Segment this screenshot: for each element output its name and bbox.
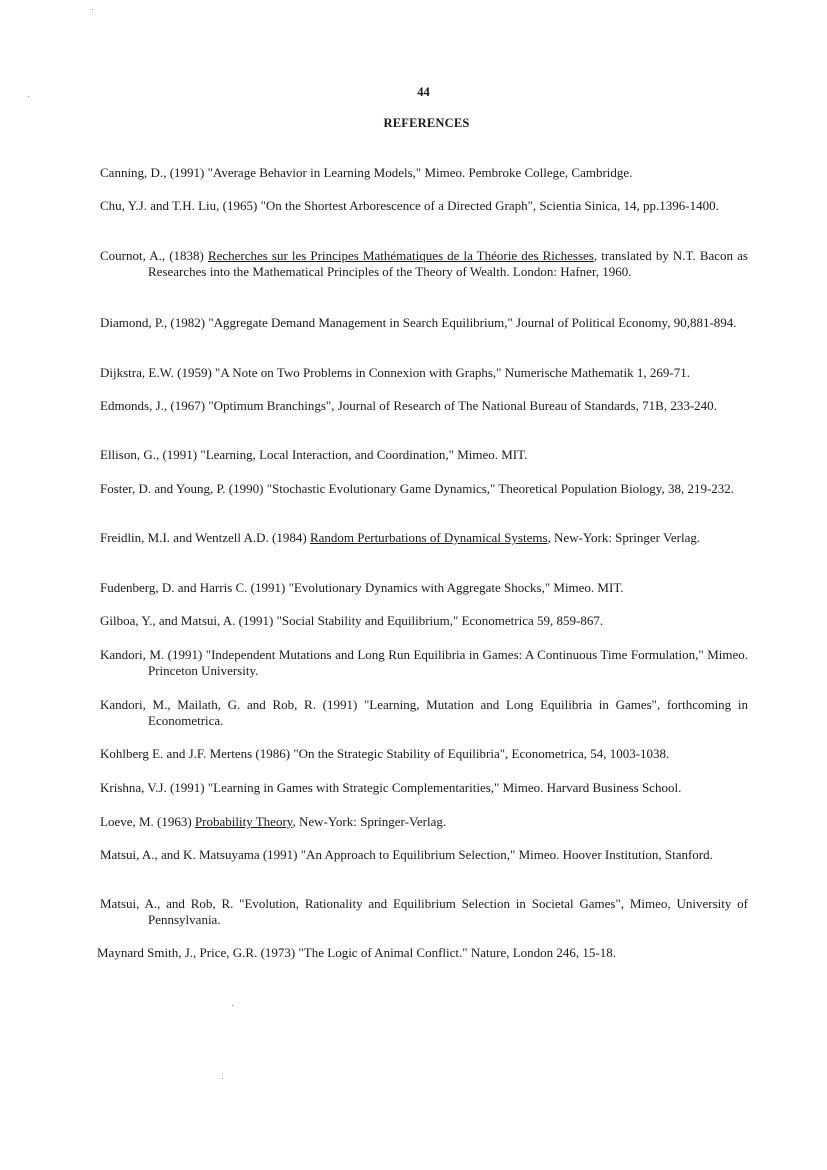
reference-text: Kandori, M. (1991) "Independent Mutations and Long Run Equilibria in Games: A Continuous Time Formulation," Mimeo. Princeton University. — [100, 647, 748, 678]
reference-text: Edmonds, J., (1967) "Optimum Branchings", Journal of Research of The National Bureau of Standards, 71B, 233-240. — [100, 398, 717, 413]
reference-entry — [97, 945, 745, 961]
page-number: 44 — [417, 85, 430, 99]
reference-entry — [100, 896, 748, 928]
reference-text: Gilboa, Y., and Matsui, A. (1991) "Social Stability and Equilibrium," Econometrica 59, 859-867. — [100, 613, 604, 628]
reference-entry — [100, 847, 748, 863]
reference-text: Maynard Smith, J., Price, G.R. (1973) "The Logic of Animal Conflict." Nature, London 246, 15-18. — [97, 945, 616, 960]
reference-text: Fudenberg, D. and Harris C. (1991) "Evolutionary Dynamics with Aggregate Shocks," Mimeo. MIT. — [100, 580, 624, 595]
references-heading: REFERENCES — [383, 116, 470, 130]
scan-speck — [222, 1078, 223, 1079]
reference-text-after: , translated by N.T. Bacon as Researches into the Mathematical Principles of the Theory of Wealth. London: Hafner, 1960. — [148, 248, 748, 279]
reference-text: Canning, D., (1991) "Average Behavior in Learning Models," Mimeo. Pembroke College, Cambridge. — [100, 165, 633, 180]
reference-entry — [100, 530, 748, 546]
reference-entry — [100, 248, 748, 280]
reference-text: Krishna, V.J. (1991) "Learning in Games with Strategic Complementarities," Mimeo. Harvard Business School. — [100, 780, 682, 795]
reference-entry — [100, 481, 748, 497]
reference-entry — [100, 198, 748, 214]
reference-text: Kandori, M., Mailath, G. and Rob, R. (1991) "Learning, Mutation and Long Equilibria in Games", forthcoming in Econometrica. — [100, 697, 748, 728]
reference-title: Recherches sur les Principes Mathématiques de la Théorie des Richesses — [207, 248, 594, 263]
reference-entry — [100, 613, 748, 629]
scan-speck — [28, 96, 29, 97]
scan-speck — [92, 9, 93, 10]
reference-text: Loeve, M. (1963) — [100, 814, 195, 829]
reference-text: Kohlberg E. and J.F. Mertens (1986) "On the Strategic Stability of Equilibria", Econometrica, 54, 1003-1038. — [100, 746, 670, 761]
reference-text-after: , New-York: Springer Verlag. — [547, 530, 701, 545]
reference-entry — [100, 365, 748, 381]
reference-entry — [100, 580, 748, 596]
reference-entry — [100, 746, 748, 762]
reference-text: Chu, Y.J. and T.H. Liu, (1965) "On the Shortest Arborescence of a Directed Graph", Scientia Sinica, 14, pp.1396-1400. — [100, 198, 719, 213]
reference-text: Freidlin, M.I. and Wentzell A.D. (1984) — [100, 530, 310, 545]
reference-text: Matsui, A., and K. Matsuyama (1991) "An Approach to Equilibrium Selection," Mimeo. Hoover Institution, Stanford. — [100, 847, 713, 862]
reference-title: Random Perturbations of Dynamical Systems — [309, 530, 548, 545]
reference-entry — [100, 447, 748, 463]
reference-text: Foster, D. and Young, P. (1990) "Stochastic Evolutionary Game Dynamics," Theoretical Population Biology, 38, 219-232. — [100, 481, 735, 496]
reference-entry — [100, 315, 748, 331]
reference-entry — [100, 780, 748, 796]
reference-title: Probability Theory — [194, 814, 293, 829]
reference-text: Dijkstra, E.W. (1959) "A Note on Two Problems in Connexion with Graphs," Numerische Mathematik 1, 269-71. — [100, 365, 690, 380]
reference-text: Cournot, A., (1838) — [100, 248, 208, 263]
reference-text-after: , New-York: Springer-Verlag. — [292, 814, 447, 829]
reference-entry — [100, 697, 748, 729]
reference-entry — [100, 165, 748, 181]
reference-entry — [100, 647, 748, 679]
reference-entry — [100, 814, 748, 830]
reference-entry — [100, 398, 748, 414]
reference-text: Diamond, P., (1982) "Aggregate Demand Management in Search Equilibrium," Journal of Political Economy, 90,881-894. — [100, 315, 737, 330]
reference-text: Matsui, A., and Rob, R. "Evolution, Rationality and Equilibrium Selection in Societal Games", Mimeo, University of Pennsylvania. — [100, 896, 748, 927]
reference-text: Ellison, G., (1991) "Learning, Local Interaction, and Coordination," Mimeo. MIT. — [100, 447, 528, 462]
scan-speck — [232, 1005, 233, 1006]
